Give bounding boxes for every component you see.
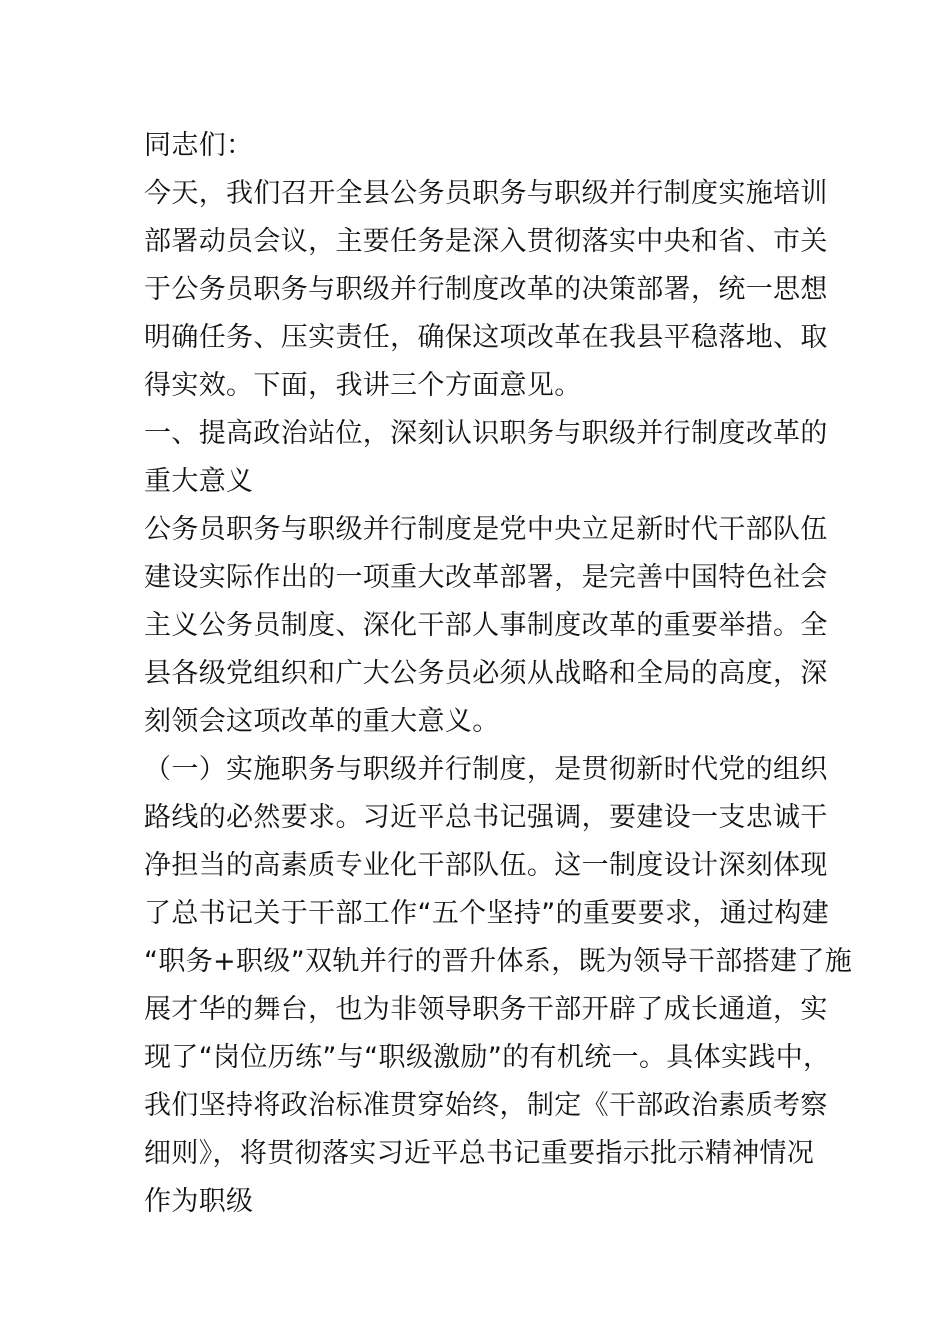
document-body	[144, 122, 853, 1226]
text-line: 我们坚持将政治标准贯穿始终，制定《干部政治素质考察	[144, 1090, 828, 1121]
text-line: 作为职级	[144, 1186, 254, 1217]
text-line: 细则》，将贯彻落实习近平总书记重要指示批示精神情况	[144, 1138, 815, 1169]
text-line: 了总书记关于干部工作“五个坚持”的重要要求，通过构建	[144, 898, 830, 929]
text-line: 展才华的舞台，也为非领导职务干部开辟了成长通道，实	[144, 994, 828, 1025]
text-line: 路线的必然要求。习近平总书记强调，要建设一支忠诚干	[144, 802, 828, 833]
subsection-line: （一）实施职务与职级并行制度，是贯彻新时代党的组织	[144, 754, 828, 785]
text-line: 今天，我们召开全县公务员职务与职级并行制度实施培训	[144, 178, 828, 209]
text-line: 刻领会这项改革的重大意义。	[144, 706, 500, 737]
text-line: 部署动员会议，主要任务是深入贯彻落实中央和省、市关	[144, 226, 828, 257]
section-heading-line: 重大意义	[144, 466, 254, 497]
text-line: 公务员职务与职级并行制度是党中央立足新时代干部队伍	[144, 514, 828, 545]
text-line: 建设实际作出的一项重大改革部署，是完善中国特色社会	[144, 562, 828, 593]
section-heading-line: 一、提高政治站位，深刻认识职务与职级并行制度改革的	[144, 418, 828, 449]
salutation-line: 同志们：	[144, 130, 254, 161]
text-line: 净担当的高素质专业化干部队伍。这一制度设计深刻体现	[144, 850, 828, 881]
text-line: 主义公务员制度、深化干部人事制度改革的重要举措。全	[144, 610, 828, 641]
text-line: 于公务员职务与职级并行制度改革的决策部署，统一思想	[144, 274, 828, 305]
text-line: “职务+职级”双轨并行的晋升体系，既为领导干部搭建了施	[144, 946, 853, 977]
text-line: 明确任务、压实责任，确保这项改革在我县平稳落地、取	[144, 322, 828, 353]
text-line: 县各级党组织和广大公务员必须从战略和全局的高度，深	[144, 658, 828, 689]
text-line: 得实效。下面，我讲三个方面意见。	[144, 370, 582, 401]
text-line: 现了“岗位历练”与“职级激励”的有机统一。具体实践中，	[144, 1042, 831, 1073]
